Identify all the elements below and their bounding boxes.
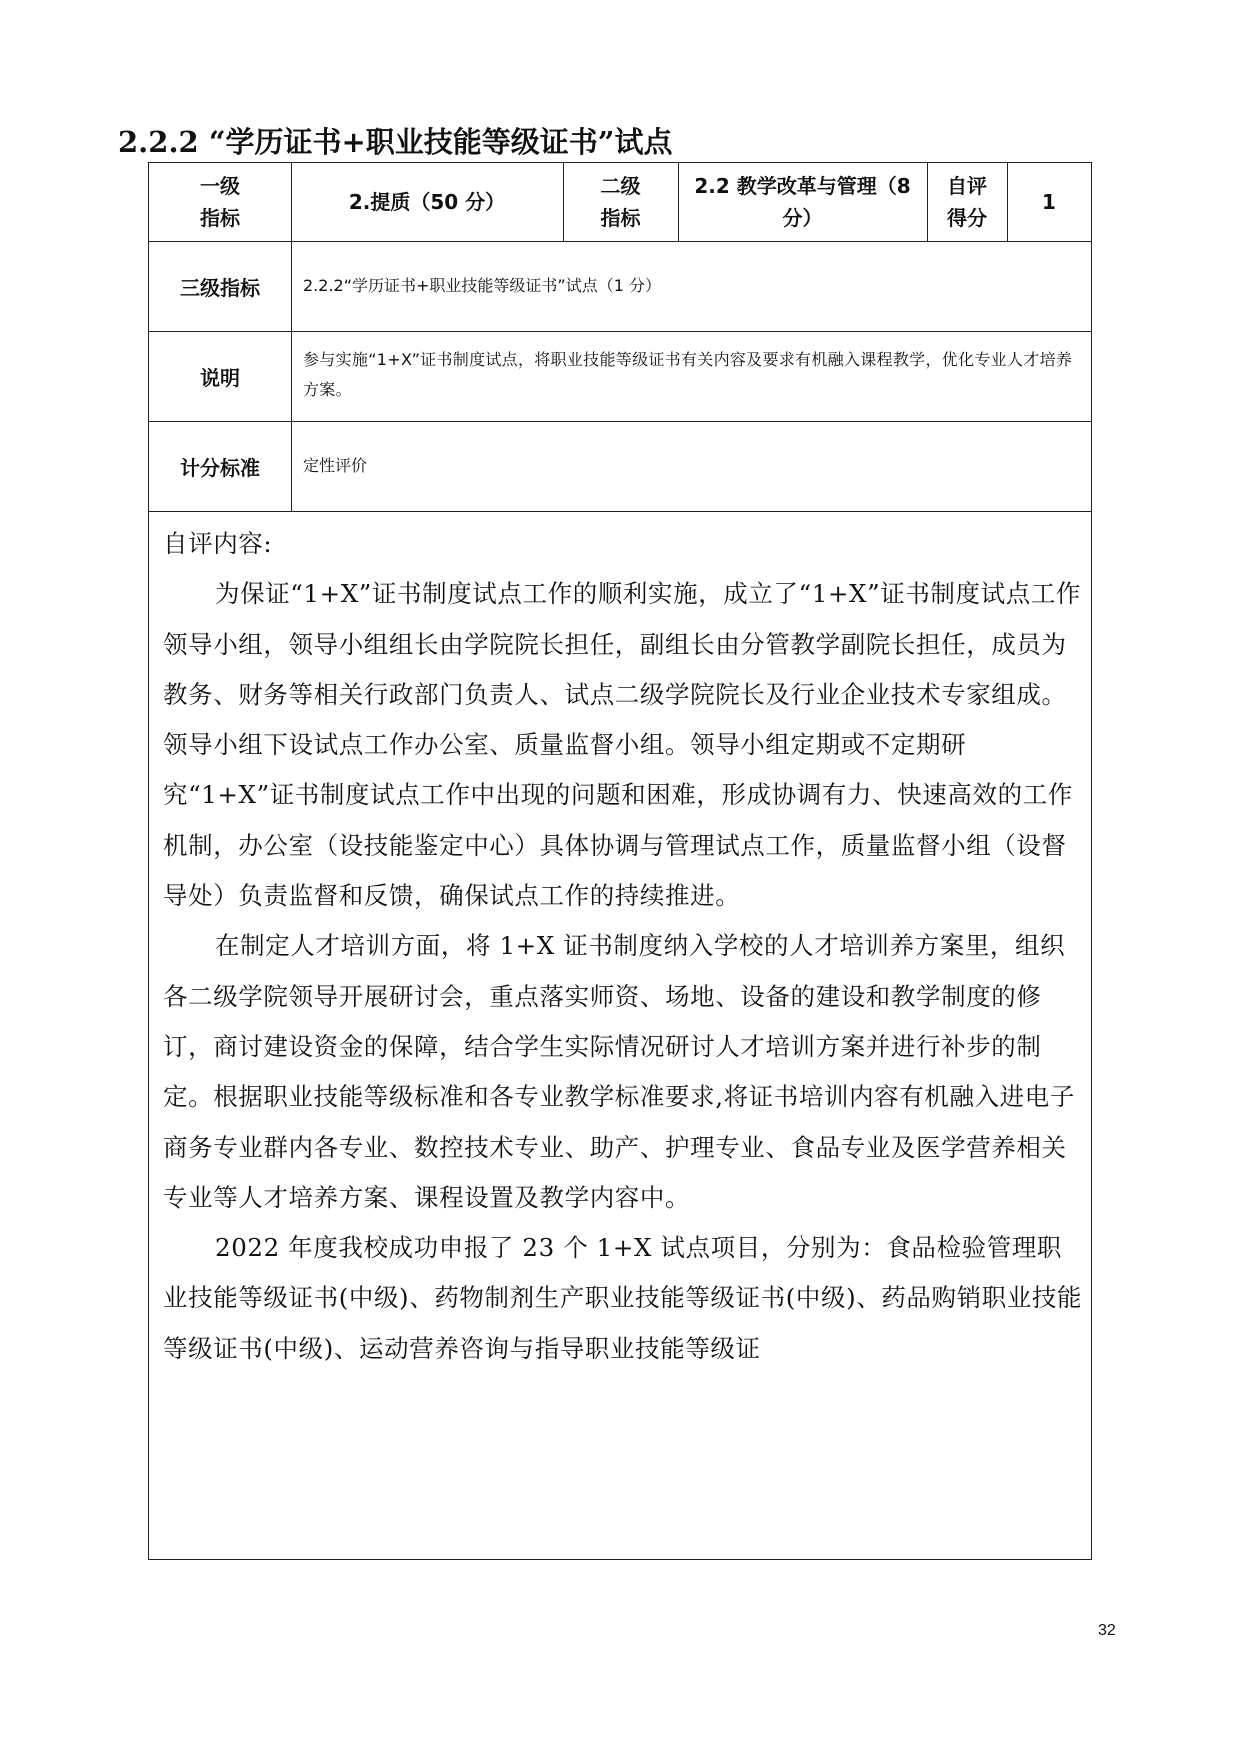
self-score-label: 自评 得分 bbox=[947, 174, 987, 230]
level3-value: 2.2.2“学历证书+职业技能等级证书”试点（1 分） bbox=[303, 276, 661, 295]
description-value: 参与实施“1+X”证书制度试点，将职业技能等级证书有关内容及要求有机融入课程教学，优化专业人才培养方案。 bbox=[303, 350, 1073, 399]
level1-value: 2.提质（50 分） bbox=[348, 190, 506, 214]
section-heading: 2.2.2 “学历证书+职业技能等级证书”试点 bbox=[118, 125, 673, 159]
evaluation-table bbox=[148, 162, 1092, 1560]
paragraph: 2022 年度我校成功申报了 23 个 1+X 试点项目，分别为：食品检验管理职业技能等级证书(中级)、药物制剂生产职业技能等级证书(中级)、药品购销职业技能等级证书(中级)、运动营养咨询与指导职业技能等级证 bbox=[163, 1233, 1083, 1363]
level2-label: 二级 指标 bbox=[600, 174, 641, 230]
self-evaluation-content bbox=[163, 519, 1083, 1374]
level3-label: 三级指标 bbox=[180, 275, 260, 300]
scoring-label: 计分标准 bbox=[180, 455, 260, 480]
scoring-value: 定性评价 bbox=[303, 456, 368, 475]
self-score-value: 1 bbox=[1042, 190, 1056, 214]
paragraph: 在制定人才培训方面，将 1+X 证书制度纳入学校的人才培训养方案里，组织各二级学院领导开展研讨会，重点落实师资、场地、设备的建设和教学制度的修订，商讨建设资金的保障，结合学生实际情况研讨人才培训方案并进行补步的制定。根据职业技能等级标准和各专业教学标准要求,将证书培训内容有机融入进电子商务专业群内各专业、数控技术专业、助产、护理专业、食品专业及医学营养相关专业等人才培养方案、课程设置及教学内容中。 bbox=[163, 931, 1075, 1212]
description-label: 说明 bbox=[200, 365, 240, 390]
page-number: 32 bbox=[1098, 1622, 1116, 1639]
level2-value: 2.2 教学改革与管理（8 分） bbox=[694, 174, 911, 230]
level1-label: 一级 指标 bbox=[200, 174, 240, 230]
self-evaluation-title: 自评内容: bbox=[163, 529, 273, 558]
paragraph: 为保证“1+X”证书制度试点工作的顺利实施，成立了“1+X”证书制度试点工作领导小组，领导小组组长由学院院长担任，副组长由分管教学副院长担任，成员为教务、财务等相关行政部门负责人、试点二级学院院长及行业企业技术专家组成。领导小组下设试点工作办公室、质量监督小组。领导小组定期或不定期研究“1+X”证书制度试点工作中出现的问题和困难，形成协调有力、快速高效的工作机制，办公室（设技能鉴定中心）具体协调与管理试点工作，质量监督小组（设督导处）负责监督和反馈，确保试点工作的持续推进。 bbox=[163, 579, 1082, 911]
row-divider bbox=[149, 511, 1091, 512]
